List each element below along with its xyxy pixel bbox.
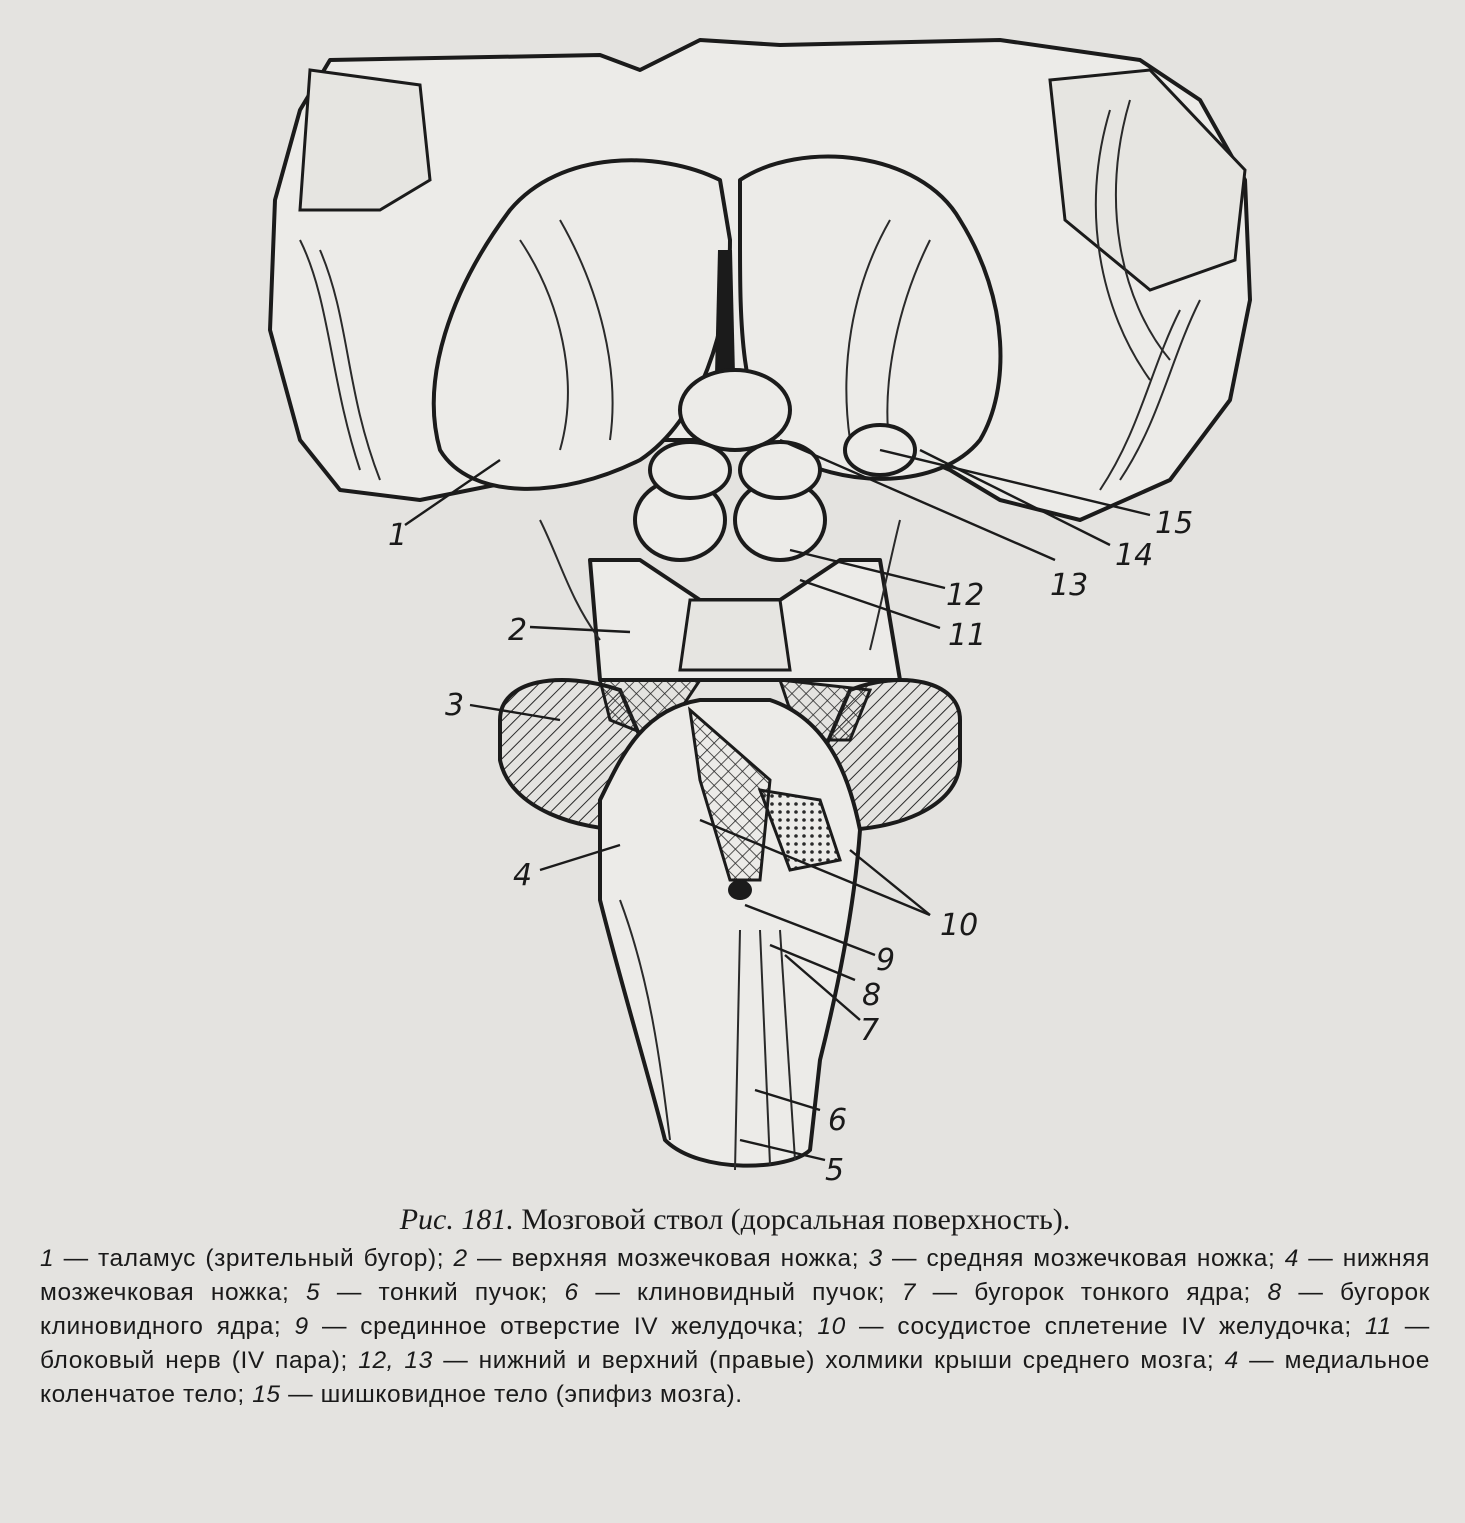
legend-key: 2 <box>453 1245 468 1272</box>
legend-text: — тонкий пучок; <box>336 1279 548 1306</box>
label-4: 4 <box>513 858 533 893</box>
legend-text: — нижний и верхний (правые) холмики крыши среднего мозга; <box>443 1347 1215 1374</box>
legend-text: — сосудистое сплетение IV желудочка; <box>859 1313 1352 1340</box>
legend-key: 7 <box>901 1279 917 1306</box>
legend-text: — бугорок тонкого ядра; <box>932 1279 1251 1306</box>
legend-text: — клиновидный пучок; <box>595 1279 886 1306</box>
label-7: 7 <box>860 1013 880 1048</box>
legend-text: — медиальное коленчатое тело; <box>40 1347 1430 1408</box>
legend-key: 6 <box>564 1279 579 1306</box>
figure-title: Мозговой ствол (дорсальная поверхность). <box>521 1203 1071 1236</box>
caption-title <box>40 1200 1430 1240</box>
legend-text: — средняя мозжечковая ножка; <box>892 1245 1276 1272</box>
label-13: 13 <box>1050 568 1089 603</box>
legend-key: 3 <box>868 1245 883 1272</box>
label-15: 15 <box>1155 506 1194 541</box>
label-10: 10 <box>940 908 979 943</box>
label-2: 2 <box>508 613 528 648</box>
legend-key: 11 <box>1364 1313 1392 1340</box>
legend-text: — блоковый нерв (IV пара); <box>40 1313 1430 1374</box>
label-6: 6 <box>828 1103 848 1138</box>
legend-text: — срединное отверстие IV желудочка; <box>321 1313 805 1340</box>
legend-key: 4 <box>1284 1245 1299 1272</box>
figure-number: Рис. 181. <box>399 1203 514 1236</box>
legend-key: 1 <box>40 1245 55 1272</box>
legend-key: 4 <box>1224 1347 1239 1374</box>
caption-legend <box>40 1242 1430 1412</box>
upper-brainstem <box>540 520 900 680</box>
legend-key: 10 <box>817 1313 846 1340</box>
legend-key: 5 <box>305 1279 321 1306</box>
label-14: 14 <box>1115 538 1154 573</box>
legend-text: — верхняя мозжечковая ножка; <box>477 1245 860 1272</box>
legend-key: 15 <box>252 1381 281 1408</box>
legend-text: — бугорок клиновидного ядра; <box>40 1279 1430 1340</box>
label-5: 5 <box>825 1153 845 1188</box>
label-8: 8 <box>862 978 882 1013</box>
figure-caption <box>40 1200 1430 1412</box>
legend-key: 8 <box>1267 1279 1282 1306</box>
legend-text: — таламус (зрительный бугор); <box>63 1245 445 1272</box>
label-1: 1 <box>388 518 408 553</box>
legend-key: 9 <box>294 1313 309 1340</box>
label-3: 3 <box>445 688 465 723</box>
legend-text: — нижняя мозжечковая ножка; <box>40 1245 1430 1306</box>
label-11: 11 <box>948 618 987 653</box>
legend-key: 12, 13 <box>358 1347 433 1374</box>
legend-text: — шишковидное тело (эпифиз мозга). <box>288 1381 743 1408</box>
label-12: 12 <box>946 578 985 613</box>
label-9: 9 <box>876 943 896 978</box>
